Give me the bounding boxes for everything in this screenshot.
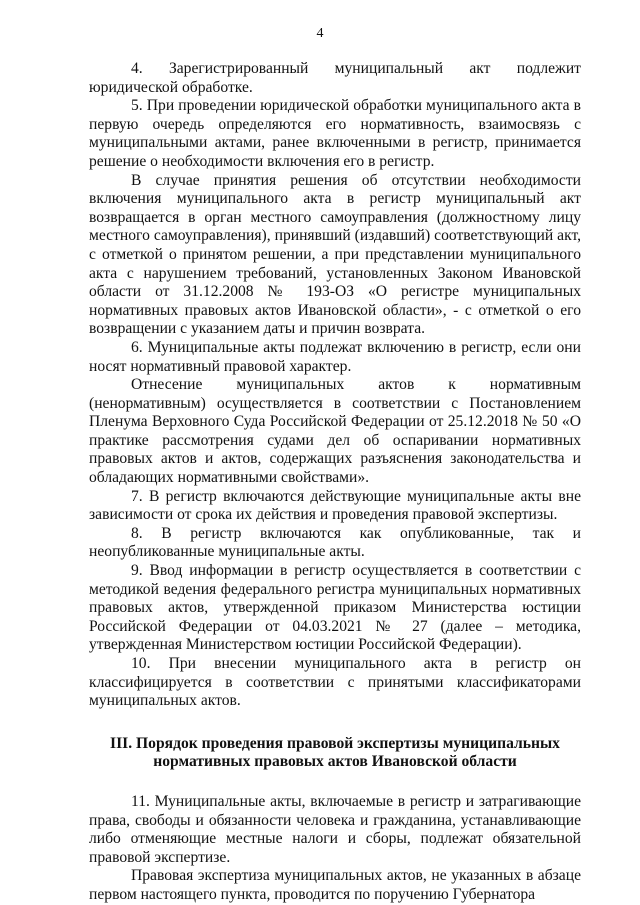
paragraph-expertise-other: Правовая экспертиза муниципальных актов, не указанных в абзаце первом настоящего пункта, проводится по поручению Губернатора: [89, 867, 581, 903]
document-body: [89, 60, 581, 905]
paragraph-item-10: 10. При внесении муниципального акта в регистр он классифицируется в соответствии с принятыми классификаторами муниципальных актов.: [89, 655, 581, 710]
paragraph-item-6: 6. Муниципальные акты подлежат включению в регистр, если они носят нормативный правовой характер.: [89, 338, 581, 375]
page-number: 4: [316, 26, 324, 41]
section-heading-line-2: нормативных правовых актов Ивановской области: [153, 753, 517, 771]
paragraph-refusal-return: В случае принятия решения об отсутствии необходимости включения муниципального акта в регистр муниципальный акт возвращается в орган местного самоуправления (должностному лицу местного самоуправления), принявший (издавший) соответствующий акт, с отметкой о принятом решении, а при представлении муниципального акта с нарушением требований, установленных Законом Ивановской области от 31.12.2008 № 193-ОЗ «О регистре муниципальных нормативных правовых актов Ивановской области», - с отметкой о его возвращении с указанием даты и причин возврата.: [89, 171, 581, 338]
paragraph-item-9: 9. Ввод информации в регистр осуществляется в соответствии с методикой ведения федерального регистра муниципальных нормативных правовых актов, утвержденной приказом Министерства юстиции Российской Федерации от 04.03.2021 № 27 (далее – методика, утвержденная Министерством юстиции Российской Федерации).: [89, 562, 581, 654]
section-heading: [89, 735, 581, 772]
paragraph-item-7: 7. В регистр включаются действующие муниципальные акты вне зависимости от срока их действия и проведения правовой экспертизы.: [89, 487, 581, 524]
paragraph-item-5: 5. При проведении юридической обработки муниципального акта в первую очередь определяются его нормативность, взаимосвязь с муниципальными актами, ранее включенными в регистр, принимается решение о необходимости включения его в регистр.: [89, 97, 581, 170]
section-heading-line-1: III. Порядок проведения правовой экспертизы муниципальных: [110, 734, 560, 752]
paragraph-item-8: 8. В регистр включаются как опубликованные, так и неопубликованные муниципальные акты.: [89, 524, 581, 561]
paragraph-item-11: 11. Муниципальные акты, включаемые в регистр и затрагивающие права, свободы и обязанности человека и гражданина, устанавливающие либо отменяющие местные налоги и сборы, подлежат обязательной правовой экспертизе.: [89, 792, 581, 866]
paragraph-normative-classification: Отнесение муниципальных актов к нормативным (ненормативным) осуществляется в соответствии с Постановлением Пленума Верховного Суда Российской Федерации от 25.12.2018 № 50 «О практике рассмотрения судами дел об оспаривании нормативных правовых актов и актов, содержащих разъяснения законодательства и обладающих нормативными свойствами».: [89, 376, 581, 487]
paragraph-item-4: 4. Зарегистрированный муниципальный акт подлежит юридической обработке.: [89, 60, 581, 96]
